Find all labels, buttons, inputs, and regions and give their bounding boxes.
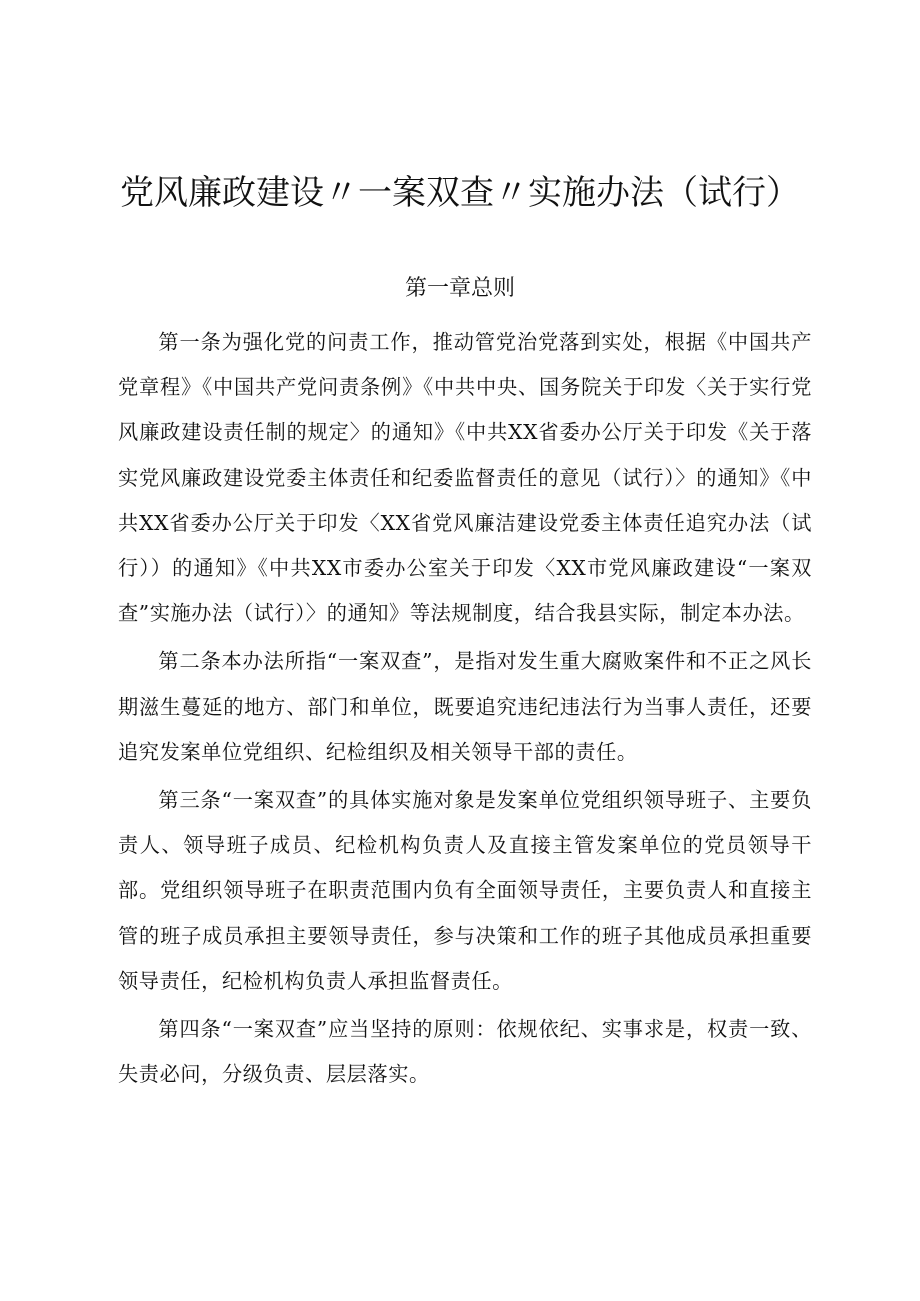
document-body	[118, 320, 812, 1097]
article-1-paragraph: 第一条为强化党的问责工作，推动管党治党落到实处，根据《中国共产党章程》《中国共产党问责条例》《中共中央、国务院关于印发〈关于实行党风廉政建设责任制的规定〉的通知》《中共XX省委办公厅关于印发《关于落实党风廉政建设党委主体责任和纪委监督责任的意见（试行）〉的通知》《中共XX省委办公厅关于印发〈XX省党风廉洁建设党委主体责任追究办法（试行））的通知》《中共XX市委办公室关于印发〈XX市党风廉政建设“一案双查”实施办法（试行）〉的通知》等法规制度，结合我县实际，制定本办法。	[118, 330, 812, 626]
article-4-paragraph: 第四条“一案双查”应当坚持的原则：依规依纪、实事求是，权责一致、失责必问，分级负责、层层落实。	[118, 1017, 812, 1087]
chapter-heading: 第一章总则	[404, 276, 515, 301]
article-3-paragraph: 第三条“一案双查”的具体实施对象是发案单位党组织领导班子、主要负责人、领导班子成员、纪检机构负责人及直接主管发案单位的党员领导干部。党组织领导班子在职责范围内负有全面领导责任，主要负责人和直接主管的班子成员承担主要领导责任，参与决策和工作的班子其他成员承担重要领导责任，纪检机构负责人承担监督责任。	[118, 788, 812, 993]
article-2-paragraph: 第二条本办法所指“一案双查”，是指对发生重大腐败案件和不正之风长期滋生蔓延的地方、部门和单位，既要追究违纪违法行为当事人责任，还要追究发案单位党组织、纪检组织及相关领导干部的责任。	[118, 649, 812, 764]
document-title: 党风廉政建设〃一案双查〃实施办法（试行）	[120, 173, 800, 213]
